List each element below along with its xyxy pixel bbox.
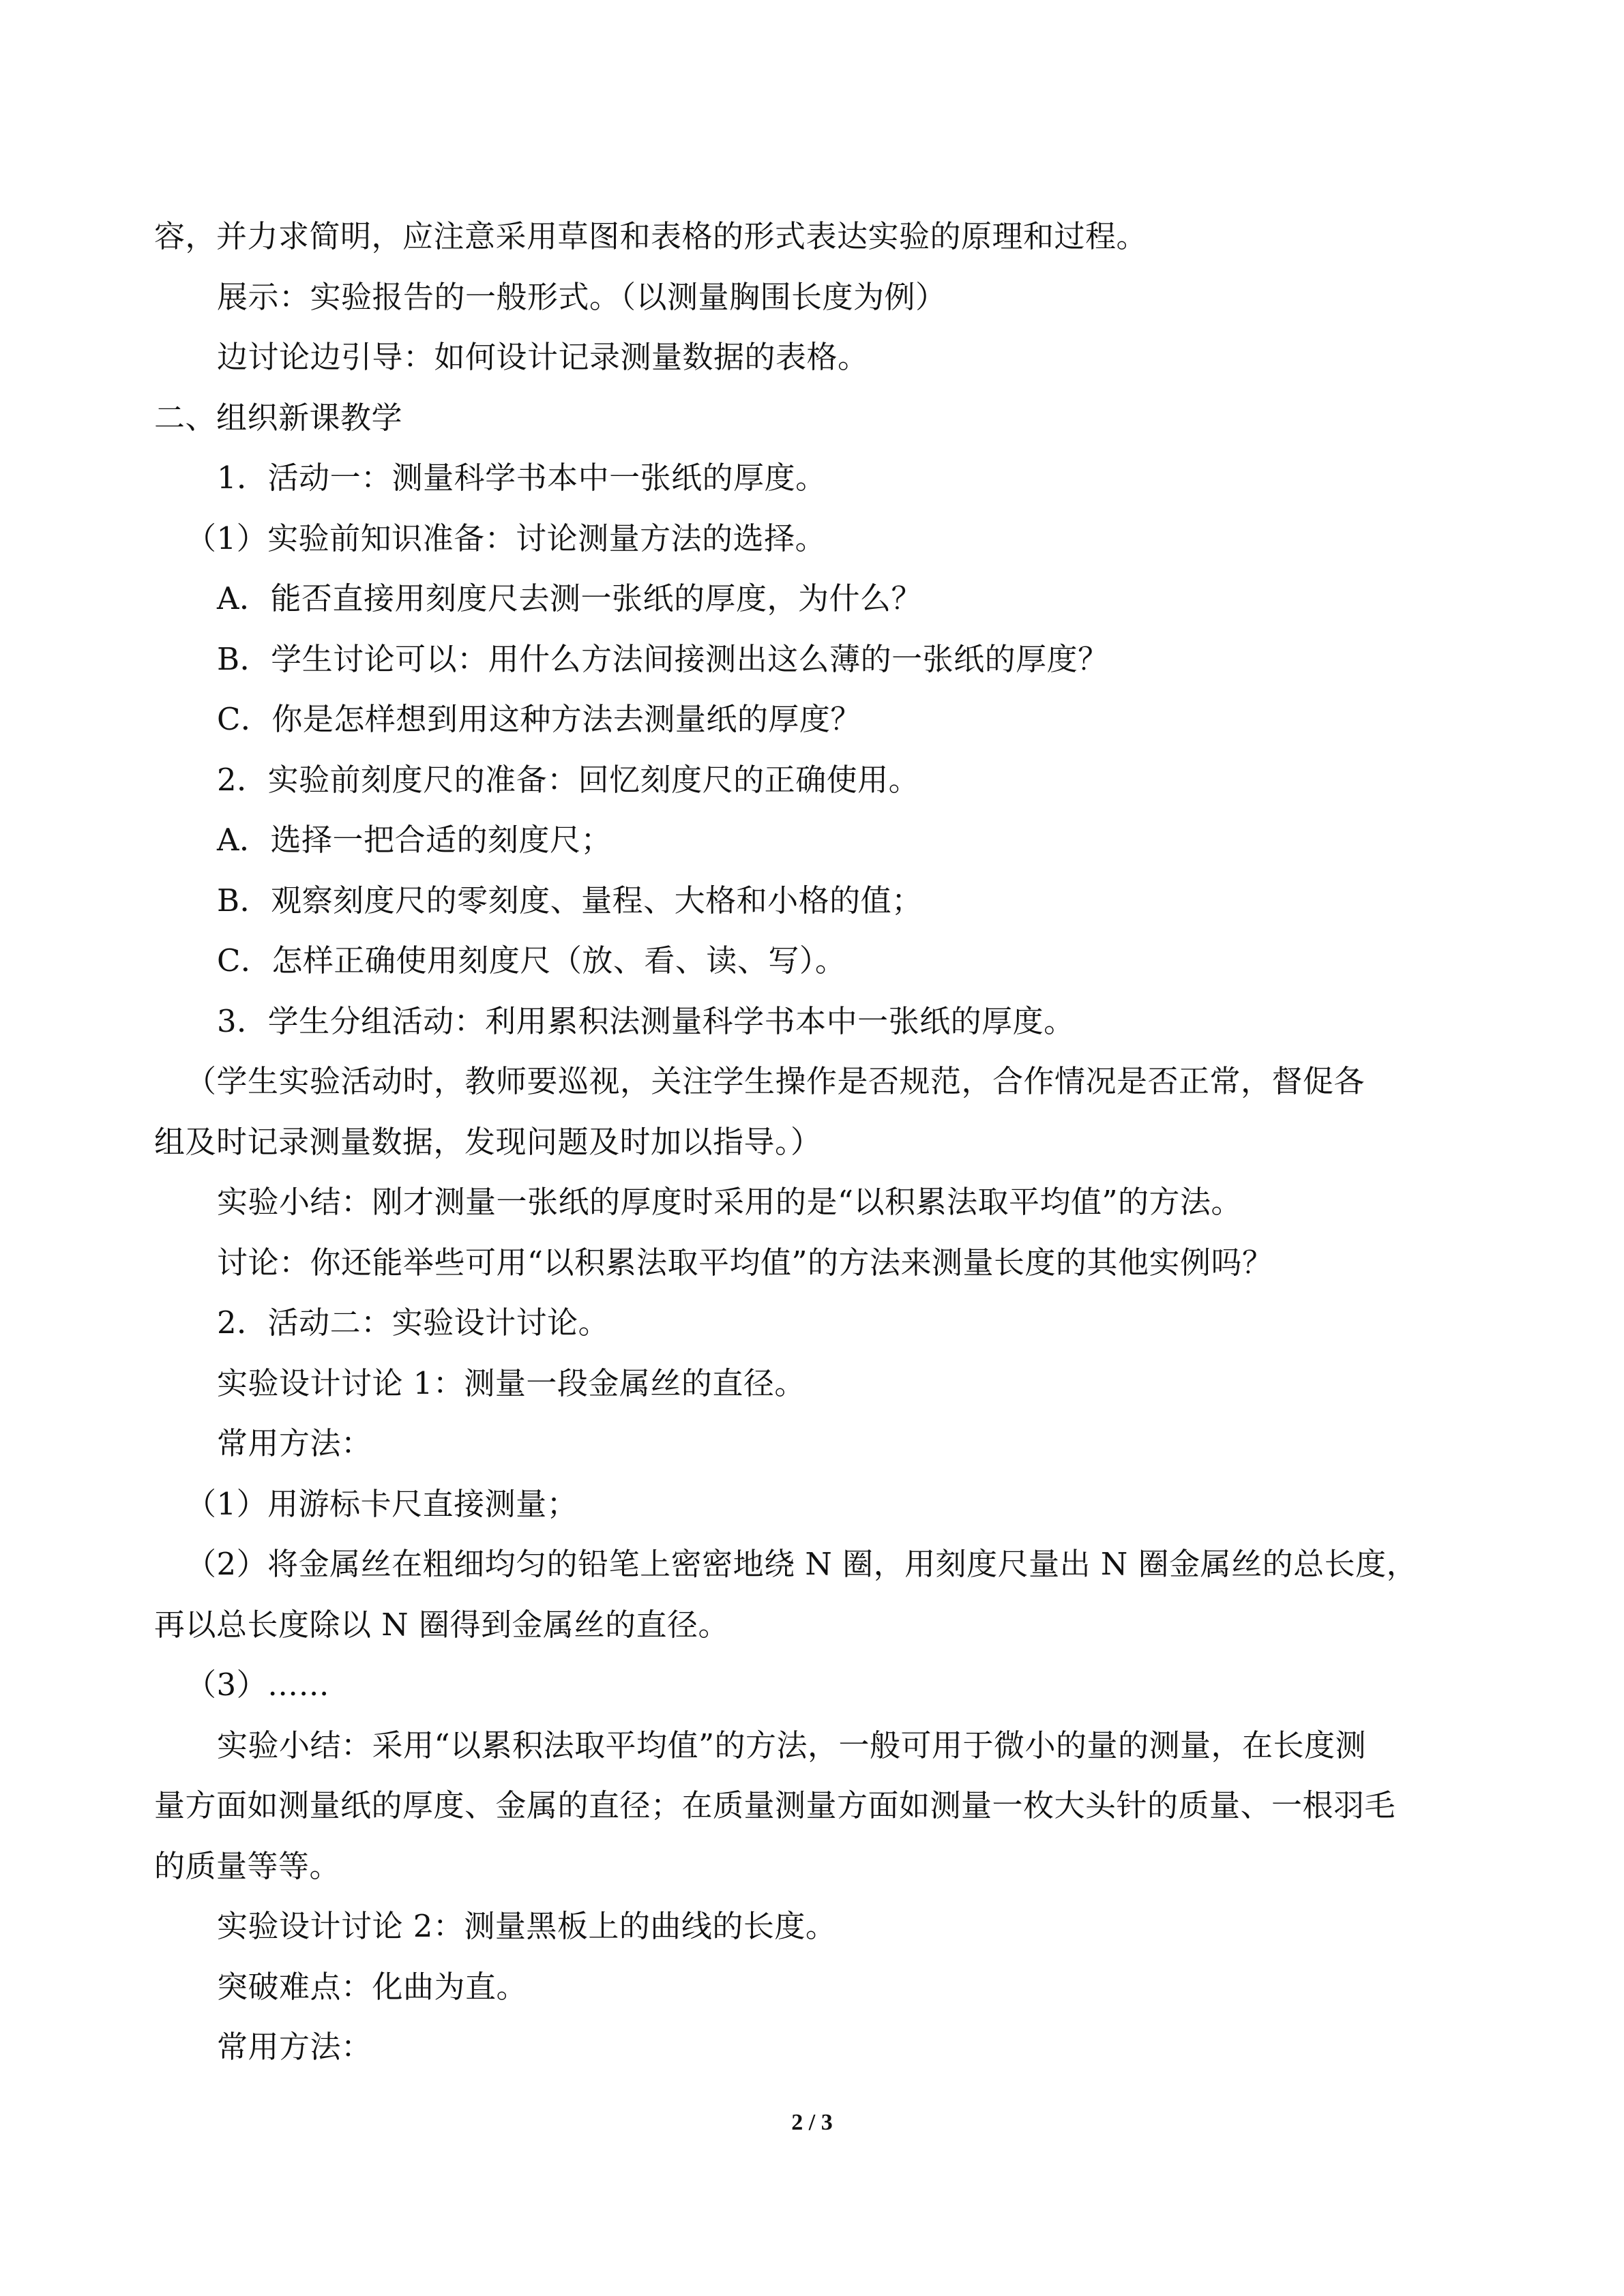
text-line: 1．活动一：测量科学书本中一张纸的厚度。 xyxy=(217,460,827,496)
text-line: 的质量等等。 xyxy=(154,1847,341,1884)
text-line: 突破难点：化曲为直。 xyxy=(217,1968,528,2005)
text-line: 3．学生分组活动：利用累积法测量科学书本中一张纸的厚度。 xyxy=(217,1002,1075,1039)
section-heading: 二、组织新课教学 xyxy=(154,399,403,436)
text-line: A．选择一把合适的刻度尺； xyxy=(217,822,612,858)
text-line: （3）…… xyxy=(186,1667,330,1703)
text-line: （1）用游标卡尺直接测量； xyxy=(186,1485,578,1522)
document-body xyxy=(154,207,1467,2078)
text-line: 常用方法： xyxy=(217,1425,372,1461)
text-line: B．观察刻度尺的零刻度、量程、大格和小格的值； xyxy=(217,882,923,919)
text-line: 实验小结：刚才测量一张纸的厚度时采用的是“以积累法取平均值”的方法。 xyxy=(217,1184,1243,1220)
text-line: 量方面如测量纸的厚度、金属的直径；在质量测量方面如测量一枚大头针的质量、一根羽毛 xyxy=(154,1787,1396,1823)
text-line: C．你是怎样想到用这种方法去测量纸的厚度？ xyxy=(217,701,861,737)
text-line: 实验设计讨论 1：测量一段金属丝的直径。 xyxy=(217,1365,806,1401)
text-line: 边讨论边引导：如何设计记录测量数据的表格。 xyxy=(217,339,869,375)
text-line: 实验设计讨论 2：测量黑板上的曲线的长度。 xyxy=(217,1908,837,1944)
text-line: （学生实验活动时，教师要巡视，关注学生操作是否规范，合作情况是否正常，督促各 xyxy=(186,1063,1365,1099)
text-line: 容，并力求简明，应注意采用草图和表格的形式表达实验的原理和过程。 xyxy=(154,218,1148,254)
page-number: 2 / 3 xyxy=(791,2110,833,2135)
text-line: 再以总长度除以 N 圈得到金属丝的直径。 xyxy=(154,1606,729,1643)
text-line: C．怎样正确使用刻度尺（放、看、读、写）。 xyxy=(217,942,846,979)
text-line: 常用方法： xyxy=(217,2029,372,2065)
text-line: A．能否直接用刻度尺去测一张纸的厚度，为什么？ xyxy=(217,580,922,616)
text-line: 2．实验前刻度尺的准备：回忆刻度尺的正确使用。 xyxy=(217,761,920,798)
text-line: 讨论：你还能举些可用“以积累法取平均值”的方法来测量长度的其他实例吗？ xyxy=(217,1244,1273,1281)
text-line: 实验小结：采用“以累积法取平均值”的方法，一般可用于微小的量的测量，在长度测 xyxy=(217,1727,1367,1763)
text-line: 组及时记录测量数据，发现问题及时加以指导。） xyxy=(154,1123,822,1160)
text-line: 2．活动二：实验设计讨论。 xyxy=(217,1304,610,1341)
text-line: （2）将金属丝在粗细均匀的铅笔上密密地绕 N 圈，用刻度尺量出 N 圈金属丝的总长度， xyxy=(186,1546,1418,1582)
text-line: B．学生讨论可以：用什么方法间接测出这么薄的一张纸的厚度？ xyxy=(217,640,1109,677)
text-line: （1）实验前知识准备：讨论测量方法的选择。 xyxy=(186,520,827,556)
text-line: 展示：实验报告的一般形式。（以测量胸围长度为例） xyxy=(217,278,947,315)
